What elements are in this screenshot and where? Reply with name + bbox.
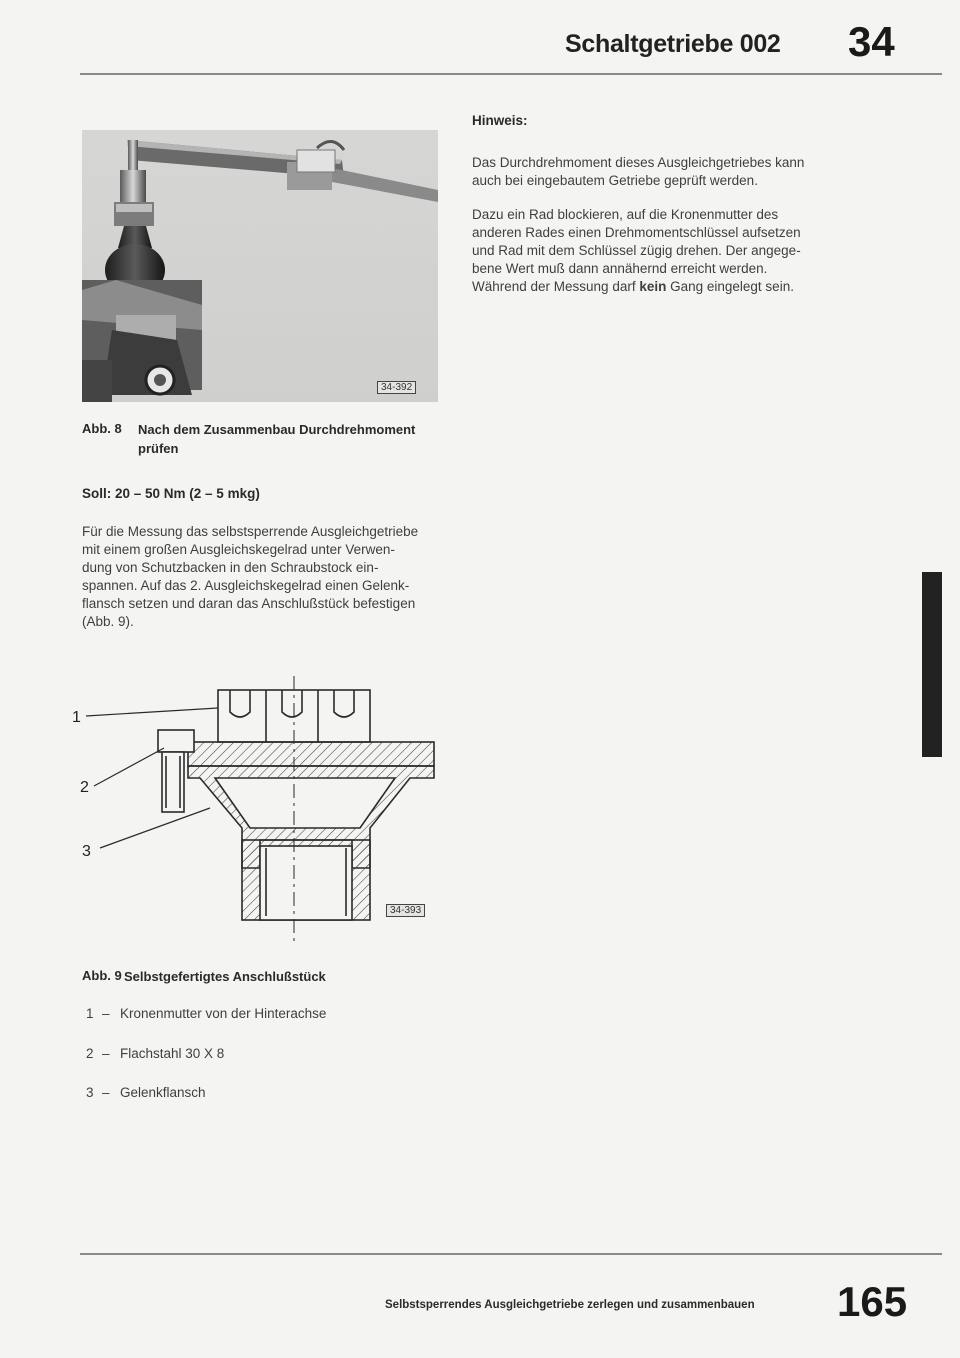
torque-spec: Soll: 20 – 50 Nm (2 – 5 mkg) (82, 486, 260, 501)
header-rule (80, 73, 942, 75)
measurement-instructions (82, 523, 418, 631)
footer-rule (80, 1253, 942, 1255)
legend-text: Kronenmutter von der Hinterachse (120, 1006, 327, 1021)
callout-3: 3 (82, 843, 91, 860)
figure-9-drawing (70, 668, 450, 948)
emphasis-kein: kein (639, 279, 667, 294)
legend-dash: – (102, 1085, 110, 1100)
paragraph-line: spannen. Auf das 2. Ausgleichskegelrad einen Gelenk- (82, 578, 410, 593)
legend-dash: – (102, 1046, 110, 1061)
legend-item (86, 1006, 326, 1021)
page-header-title: Schaltgetriebe 002 (565, 30, 781, 58)
paragraph-line: Das Durchdrehmoment dieses Ausgleichgetriebes kann (472, 155, 805, 170)
figure-9-caption: Selbstgefertigtes Anschlußstück (124, 969, 326, 984)
text-run: Während der Messung darf (472, 279, 640, 294)
hint-title: Hinweis: (472, 113, 528, 128)
figure-8-caption-line: prüfen (138, 441, 179, 456)
paragraph-line: Dazu ein Rad blockieren, auf die Kronenmutter des (472, 207, 779, 222)
callout-2: 2 (80, 779, 89, 796)
legend-dash: – (102, 1006, 110, 1021)
figure-9-tag: 34-393 (386, 904, 425, 917)
hint-paragraph-2 (472, 206, 801, 296)
figure-8-caption-line: Nach dem Zusammenbau Durchdrehmoment (138, 422, 416, 437)
chapter-number: 34 (848, 18, 895, 65)
page-number: 165 (837, 1278, 908, 1325)
text-run: Gang eingelegt sein. (666, 279, 794, 294)
paragraph-line: auch bei eingebautem Getriebe geprüft werden. (472, 173, 758, 188)
paragraph-line: anderen Rades einen Drehmomentschlüssel aufsetzen (472, 225, 801, 240)
paragraph-line: dung von Schutzbacken in den Schraubstock ein- (82, 560, 379, 575)
paragraph-line: (Abb. 9). (82, 614, 134, 629)
figure-8-tag: 34-392 (377, 381, 416, 394)
paragraph-line: bene Wert muß dann annähernd erreicht werden. (472, 261, 768, 276)
footer-title: Selbstsperrendes Ausgleichgetriebe zerlegen und zusammenbauen (385, 1299, 755, 1311)
hint-paragraph-1 (472, 154, 804, 190)
paragraph-line: und Rad mit dem Schlüssel zügig drehen. Der angege- (472, 243, 801, 258)
legend-number: 2 (86, 1046, 94, 1061)
paragraph-line (472, 278, 801, 296)
figure-8-photo (82, 130, 438, 402)
paragraph-line: mit einem großen Ausgleichskegelrad unter Verwen- (82, 542, 395, 557)
torque-wrench-photo-illustration (82, 130, 438, 402)
legend-text: Gelenkflansch (120, 1085, 206, 1100)
legend-number: 3 (86, 1085, 94, 1100)
paragraph-line: Für die Messung das selbstsperrende Ausgleichgetriebe (82, 524, 419, 539)
figure-9-label: Abb. 9 (82, 968, 122, 983)
legend-item (86, 1046, 224, 1061)
figure-8-label: Abb. 8 (82, 421, 122, 436)
callout-1: 1 (72, 709, 81, 726)
legend-number: 1 (86, 1006, 94, 1021)
paragraph-line: flansch setzen und daran das Anschlußstück befestigen (82, 596, 416, 611)
figure-8-caption (138, 420, 415, 458)
legend-text: Flachstahl 30 X 8 (120, 1046, 225, 1061)
legend-item (86, 1085, 206, 1100)
chapter-thumb-marker (922, 572, 942, 757)
